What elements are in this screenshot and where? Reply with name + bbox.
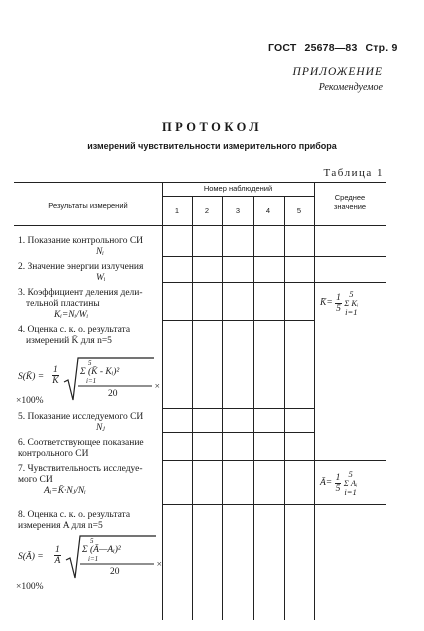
row-8-bot: i=1: [88, 555, 99, 563]
mean-k-sigma: Σ Kᵢ: [344, 298, 359, 308]
mean-k-lhs: K̄=: [320, 298, 333, 309]
col-header-observations: Номер наблюдений: [203, 184, 273, 193]
col-header-results: Результаты измерений: [48, 201, 128, 210]
row-4-percent: ×100%: [16, 396, 44, 406]
mean-k-five: 5: [336, 303, 341, 314]
row-6-line2: контрольного СИ: [18, 449, 89, 459]
mean-a-formula: [320, 470, 357, 496]
obs-header-divider: [162, 196, 314, 197]
row-4-times: ×: [154, 382, 161, 392]
row-3-label: [18, 288, 143, 321]
row-8-formula: [16, 534, 162, 584]
row-3-symbol: Kᵢ=Nᵢ/Wᵢ: [54, 310, 89, 320]
mean-k-fraction: [335, 293, 342, 314]
row-4-bot: i=1: [86, 377, 97, 385]
row-4-twenty: 20: [108, 389, 118, 399]
row-sep-5: [162, 432, 314, 433]
row-1-symbol: Nᵢ: [96, 247, 104, 257]
row-8-frac: [54, 545, 61, 566]
mean-a-one: 1: [335, 472, 341, 483]
row-6-label: [18, 438, 144, 460]
row-5-symbol: Nⱼ: [96, 423, 105, 433]
obs-number-3: 3: [235, 206, 241, 215]
row-7-symbol: Aᵢ=K̄·Nⱼ/Nᵢ: [44, 486, 86, 496]
mean-a-bot: i=1: [344, 487, 357, 497]
mean-a-five: 5: [335, 483, 341, 494]
row-4-kbar: K̄: [52, 376, 59, 386]
row-8-percent: ×100%: [16, 582, 44, 592]
row-4-line2: измерений K̄ для n=5: [26, 336, 112, 346]
row-7-label: [18, 464, 143, 497]
mean-k-bot: i=1: [345, 307, 358, 317]
col-header-mean-line2: значение: [333, 202, 367, 211]
mean-a-lhs: Ā=: [320, 478, 333, 489]
appendix-subtitle: Рекомендуемое: [318, 82, 383, 93]
row-4-sum: Σ (K̄ - Kᵢ)²: [80, 367, 120, 377]
row-8-sum: Σ (Ā—Aᵢ)²: [82, 545, 121, 555]
col-line-1: [162, 182, 163, 620]
mean-a-fraction: [335, 473, 342, 494]
table-top-border: [14, 182, 386, 183]
row-8-lhs: S(Ā) =: [18, 552, 44, 562]
mean-a-sigma: Σ Aᵢ: [343, 478, 358, 488]
mean-k-top: 5: [349, 289, 354, 299]
row-3-line2: тельной пластины: [26, 299, 100, 309]
mean-k-sum: [344, 290, 358, 316]
row-8-twenty: 20: [110, 567, 120, 577]
mean-a-sum: [344, 470, 358, 496]
row-6-line1: 6. Соответствующее показание: [18, 438, 144, 448]
row-8-line1: 8. Оценка с. к. о. результата: [18, 510, 131, 520]
row-8-abar: Ā: [54, 556, 61, 566]
row-8-one: 1: [55, 545, 60, 555]
row-8-times: ×: [156, 560, 163, 570]
row-8-top: 5: [90, 537, 94, 545]
mean-a-top: 5: [348, 469, 353, 479]
protocol-subtitle: измерений чувствительности измерительного прибора: [87, 141, 337, 151]
gost-label: ГОСТ: [268, 42, 297, 54]
row-sep-7: [162, 504, 386, 505]
row-4-label: [18, 325, 130, 347]
row-4-lhs: S(K̄) =: [18, 372, 45, 382]
row-8-label: [18, 510, 130, 532]
row-sep-6: [162, 460, 386, 461]
obs-number-1: 1: [174, 206, 180, 215]
row-2-label: [18, 262, 143, 284]
page-header: [268, 42, 406, 54]
row-1-text: 1. Показание контрольного СИ: [18, 236, 144, 246]
appendix-title: ПРИЛОЖЕНИЕ: [292, 66, 383, 78]
row-4-line1: 4. Оценка с. к. о. результата: [18, 325, 131, 335]
col-header-mean: [314, 193, 386, 211]
row-sep-2: [162, 282, 386, 283]
obs-number-4: 4: [265, 206, 271, 215]
mean-k-one: 1: [336, 292, 341, 303]
row-5-text: 5. Показание исследуемого СИ: [18, 412, 144, 422]
header-bottom-border: [14, 225, 386, 226]
row-4-top: 5: [88, 359, 92, 367]
protocol-title: ПРОТОКОЛ: [161, 120, 263, 134]
table-caption: Таблица 1: [323, 167, 384, 179]
col-header-mean-line1: Среднее: [334, 193, 366, 202]
obs-number-2: 2: [204, 206, 210, 215]
row-7-line2: мого СИ: [18, 475, 53, 485]
row-3-line1: 3. Коэффициент деления дели-: [18, 288, 143, 298]
row-7-line1: 7. Чувствительность исследуе-: [18, 464, 143, 474]
obs-number-5: 5: [296, 206, 302, 215]
page-number: Стр. 9: [365, 42, 398, 54]
row-sep-1: [162, 256, 386, 257]
row-1-label: [18, 236, 143, 258]
row-sep-4: [162, 408, 314, 409]
col-line-6: [314, 182, 315, 620]
row-4-frac: [52, 365, 59, 386]
mean-k-formula: [320, 290, 358, 316]
row-5-label: [18, 412, 143, 434]
row-sep-3: [162, 320, 314, 321]
row-2-symbol: Wᵢ: [96, 273, 106, 283]
gost-number: 25678—83: [304, 42, 358, 54]
row-8-line2: измерения A для n=5: [18, 521, 103, 531]
row-2-text: 2. Значение энергии излучения: [18, 262, 144, 272]
row-4-one: 1: [53, 365, 58, 375]
